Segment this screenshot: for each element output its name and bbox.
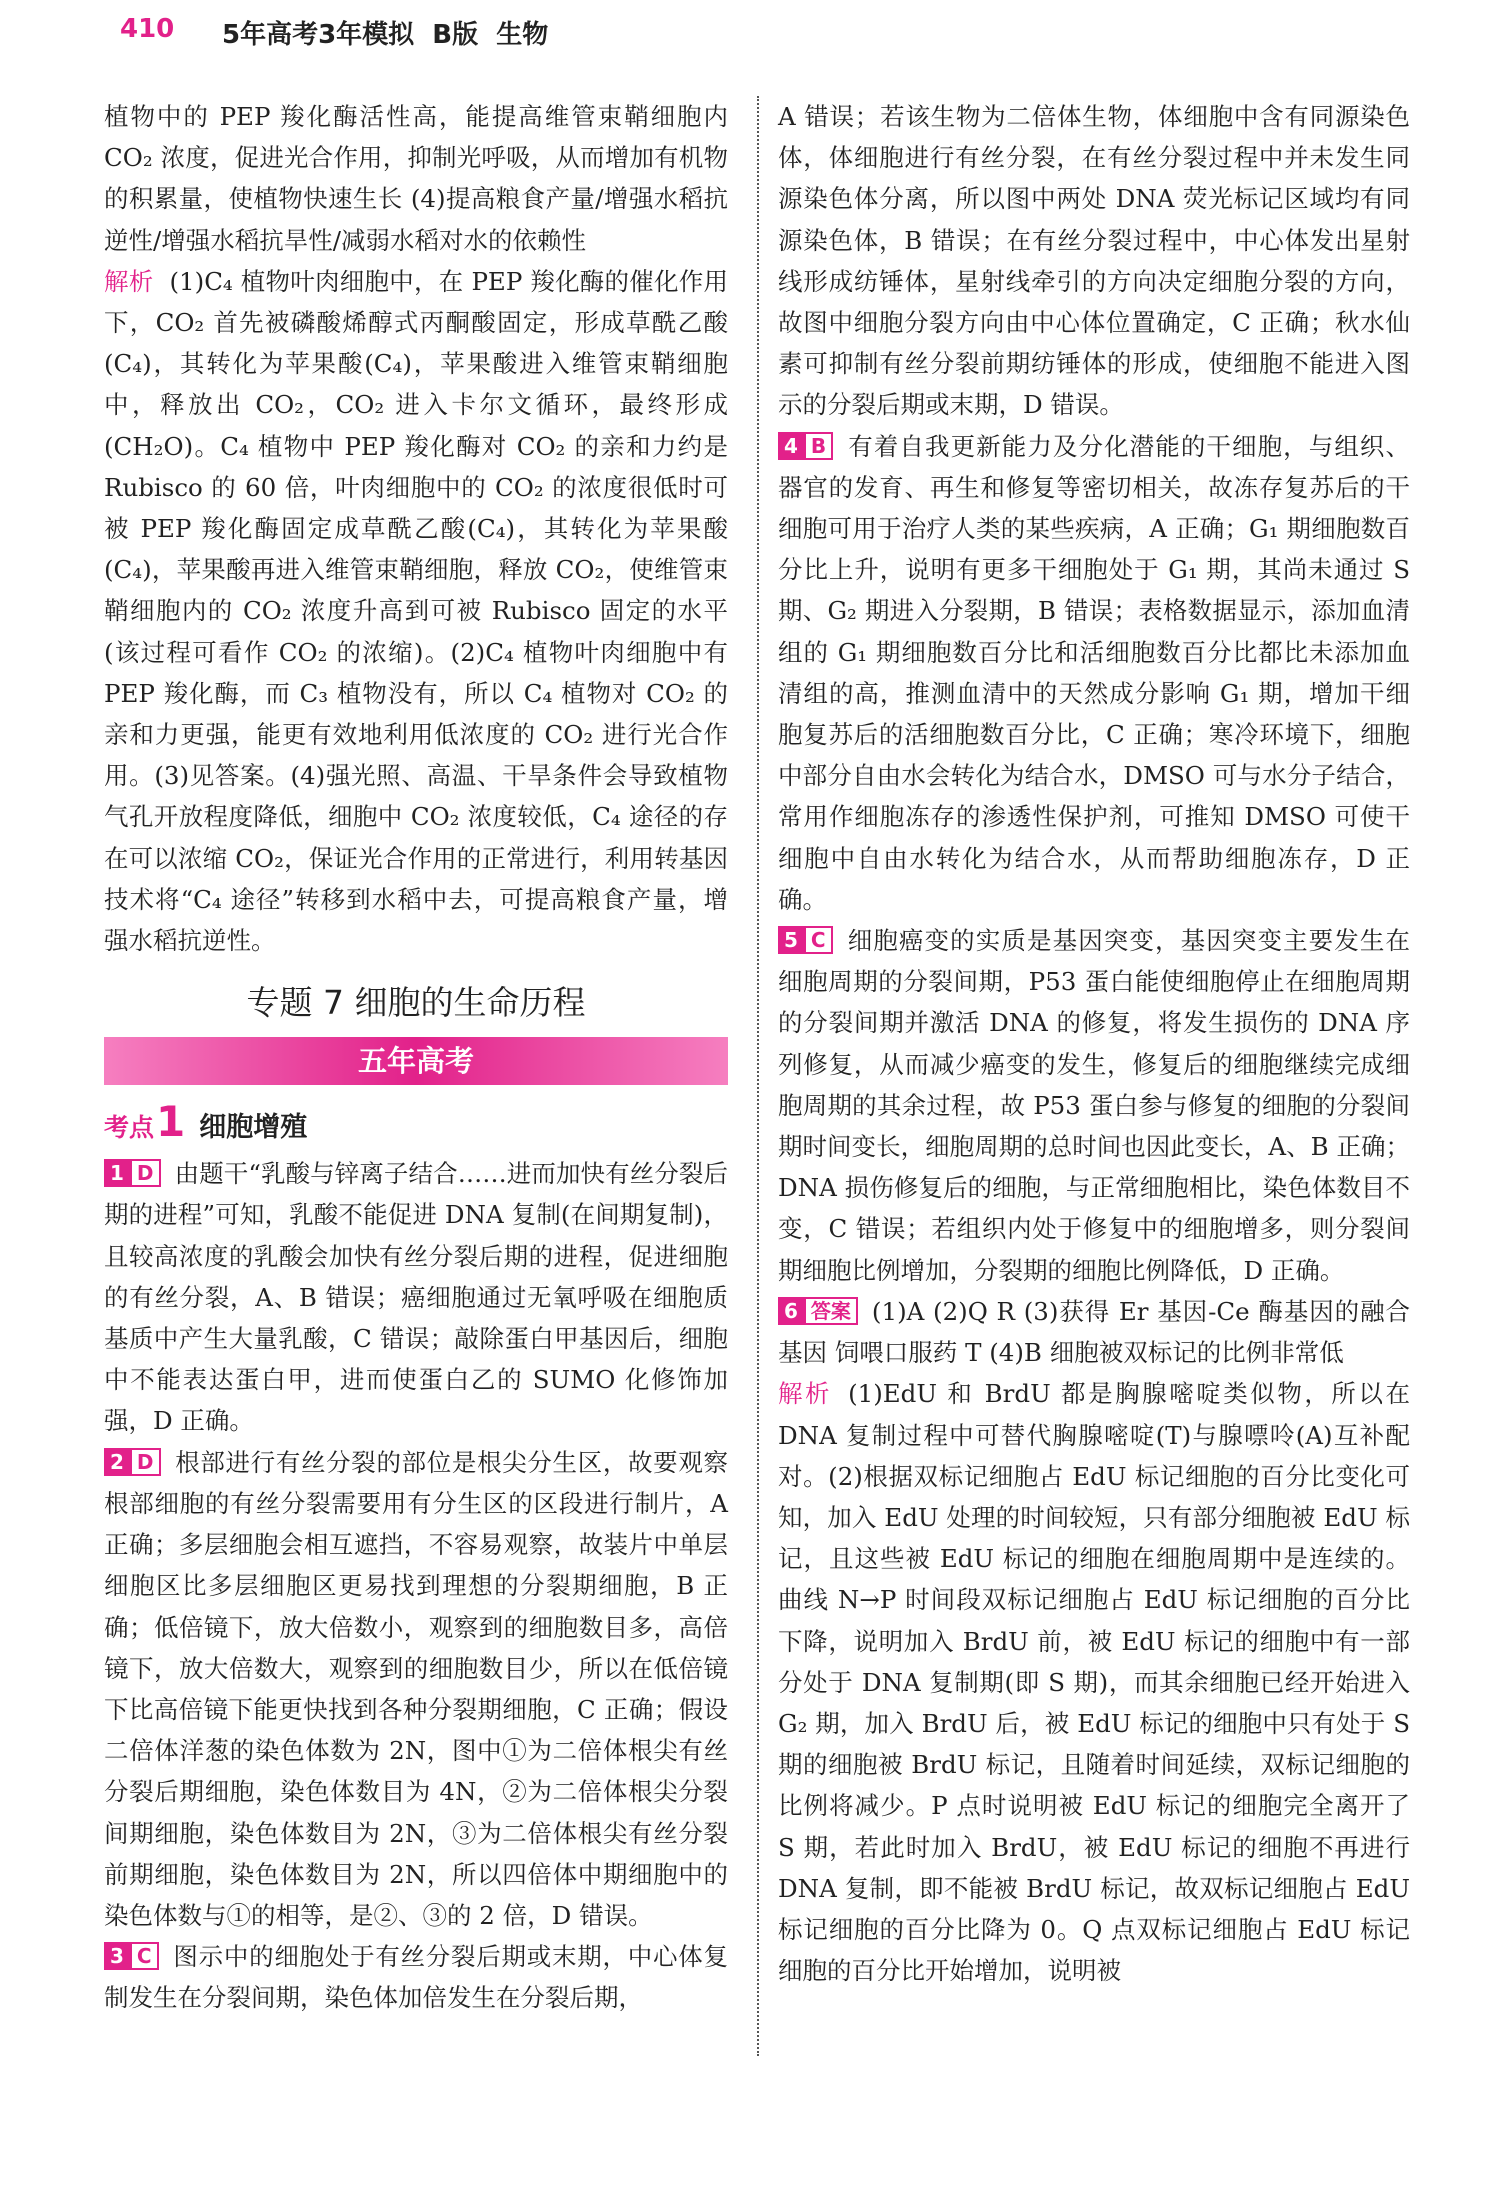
question-3 — [104, 1936, 728, 2018]
question-4 — [778, 426, 1410, 920]
answer-paragraph: 植物中的 PEP 羧化酶活性高，能提高维管束鞘细胞内 CO₂ 浓度，促进光合作用，抑制光呼吸，从而增加有机物的积累量，使植物快速生长 (4)提高粮食产量/增强水稻抗逆性/增强水稻抗旱性/减弱水稻对水的依赖性 — [104, 102, 728, 255]
question-tag: 4 B — [778, 432, 833, 460]
question-6 — [778, 1291, 1410, 1373]
question-2 — [104, 1442, 728, 1936]
section-title: 专题 7 细胞的生命历程 — [246, 983, 586, 1023]
book-title: 5年高考3年模拟 B版 生物 — [222, 20, 549, 50]
page-header — [0, 0, 1506, 70]
question-tag: 3 C — [104, 1942, 159, 1970]
page-number: 410 — [120, 14, 175, 44]
question-tag: 1 D — [104, 1159, 161, 1187]
question-5 — [778, 920, 1410, 1291]
topic-number: 1 — [156, 1097, 186, 1147]
question-tag: 6 答案 — [778, 1297, 858, 1325]
question-1 — [104, 1153, 728, 1441]
analysis-text: (1)C₄ 植物叶肉细胞中，在 PEP 羧化酶的催化作用下，CO₂ 首先被磷酸烯醇式丙酮酸固定，形成草酰乙酸(C₄)，其转化为苹果酸(C₄)，苹果酸进入维管束鞘细胞中，释放出 CO₂，CO₂ 进入卡尔文循环，最终形成(CH₂O)。C₄ 植物中 PEP 羧化酶对 CO₂ 的亲和力约是 Rubisco 的 60 倍，叶肉细胞中的 CO₂ 的浓度很低时可被 PEP 羧化酶固定成草酰乙酸(C₄)，其转化为苹果酸(C₄)，苹果酸再进入维管束鞘细胞，释放 CO₂，使维管束鞘细胞内的 CO₂ 浓度升高到可被 Rubisco 固定的水平(该过程可看作 CO₂ 的浓缩)。(2)C₄ 植物叶肉细胞中有 PEP 羧化酶，而 C₃ 植物没有，所以 C₄ 植物对 CO₂ 的亲和力更强，能更有效地利用低浓度的 CO₂ 进行光合作用。(3)见答案。(4)强光照、高温、干旱条件会导致植物气孔开放程度降低，细胞中 CO₂ 浓度较低，C₄ 途径的存在可以浓缩 CO₂，保证光合作用的正常进行，利用转基因技术将“C₄ 途径”转移到水稻中去，可提高粮食产量，增强水稻抗逆性。 — [104, 266, 728, 956]
question-tag: 5 C — [778, 926, 833, 954]
analysis-label: 解析 — [104, 266, 154, 296]
question-text: (1)A (2)Q R (3)获得 Er 基因-Ce 酶基因的融合基因 饲喂口服药 T (4)B 细胞被双标记的比例非常低 — [778, 1296, 1410, 1368]
column-divider — [757, 96, 759, 2056]
question-text: 根部进行有丝分裂的部位是根尖分生区，故要观察根部细胞的有丝分裂需要用有分生区的区段进行制片，A 正确；多层细胞会相互遮挡，不容易观察，故装片中单层细胞区比多层细胞区更易找到理想的分裂期细胞，B 正确；低倍镜下，放大倍数小，观察到的细胞数目多，高倍镜下，放大倍数大，观察到的细胞数目少，所以在低倍镜下比高倍镜下能更快找到各种分裂期细胞，C 正确；假设二倍体洋葱的染色体数为 2N，图中①为二倍体根尖有丝分裂后期细胞，染色体数目为 4N，②为二倍体根尖分裂间期细胞，染色体数目为 2N，③为二倍体根尖有丝分裂前期细胞，染色体数目为 2N，所以四倍体中期细胞中的染色体数与①的相等，是②、③的 2 倍，D 错误。 — [104, 1447, 728, 1930]
question-text: 图示中的细胞处于有丝分裂后期或末期，中心体复制发生在分裂间期，染色体加倍发生在分裂后期， — [104, 1942, 728, 2013]
right-column — [778, 96, 1410, 1991]
question-text: 细胞癌变的实质是基因突变，基因突变主要发生在细胞周期的分裂间期，P53 蛋白能使细胞停止在细胞周期的分裂间期并激活 DNA 的修复，将发生损伤的 DNA 序列修复，从而减少癌变的发生，修复后的细胞继续完成细胞周期的其余过程，故 P53 蛋白参与修复的细胞的分裂间期时间变长，细胞周期的总时间也因此变长，A、B 正确；DNA 损伤修复后的细胞，与正常细胞相比，染色体数目不变，C 错误；若组织内处于修复中的细胞增多，则分裂间期细胞比例增加，分裂期的细胞比例降低，D 正确。 — [778, 926, 1410, 1285]
analysis-label: 解析 — [778, 1379, 833, 1409]
section-banner: 五年高考 — [104, 1037, 728, 1085]
topic-heading — [104, 1097, 728, 1153]
question-text: 有着自我更新能力及分化潜能的干细胞，与组织、器官的发育、再生和修复等密切相关，故冻存复苏后的干细胞可用于治疗人类的某些疾病，A 正确；G₁ 期细胞数百分比上升，说明有更多干细胞处于 G₁ 期，其尚未通过 S 期、G₂ 期进入分裂期，B 错误；表格数据显示，添加血清组的 G₁ 期细胞数百分比和活细胞数百分比都比未添加血清组的高，推测血清中的天然成分影响 G₁ 期，增加干细胞复苏后的活细胞数百分比，C 正确；寒冷环境下，细胞中部分自由水会转化为结合水，DMSO 可与水分子结合，常用作细胞冻存的渗透性保护剂，可推知 DMSO 可使干细胞中自由水转化为结合水，从而帮助细胞冻存，D 正确。 — [778, 431, 1410, 914]
topic-label: 考点 — [104, 1113, 155, 1143]
continued-paragraph: A 错误；若该生物为二倍体生物，体细胞中含有同源染色体，体细胞进行有丝分裂，在有丝分裂过程中并未发生同源染色体分离，所以图中两处 DNA 荧光标记区域均有同源染色体，B 错误；在有丝分裂过程中，中心体发出星射线形成纺锤体，星射线牵引的方向决定细胞分裂的方向，故图中细胞分裂方向由中心体位置确定，C 正确；秋水仙素可抑制有丝分裂前期纺锤体的形成，使细胞不能进入图示的分裂后期或末期，D 错误。 — [778, 102, 1410, 420]
analysis-text: (1)EdU 和 BrdU 都是胸腺嘧啶类似物，所以在 DNA 复制过程中可替代胸腺嘧啶(T)与腺嘌呤(A)互补配对。(2)根据双标记细胞占 EdU 标记细胞的百分比变化可知，加入 EdU 处理的时间较短，只有部分细胞被 EdU 标记，且这些被 EdU 标记的细胞在细胞周期中是连续的。曲线 N→P 时间段双标记细胞占 EdU 标记细胞的百分比下降，说明加入 BrdU 前，被 EdU 标记的细胞中有一部分处于 DNA 复制期(即 S 期)，而其余细胞已经开始进入 G₂ 期，加入 BrdU 后，被 EdU 标记的细胞中只有处于 S 期的细胞被 BrdU 标记，且随着时间延续，双标记细胞的比例将减少。P 点时说明被 EdU 标记的细胞完全离开了 S 期，若此时加入 BrdU，被 EdU 标记的细胞不再进行 DNA 复制，即不能被 BrdU 标记，故双标记细胞占 EdU 标记细胞的百分比降为 0。Q 点双标记细胞占 EdU 标记细胞的百分比开始增加，说明被 — [778, 1379, 1410, 1986]
question-text: 由题干“乳酸与锌离子结合……进而加快有丝分裂后期的进程”可知，乳酸不能促进 DNA 复制(在间期复制)，且较高浓度的乳酸会加快有丝分裂后期的进程，促进细胞的有丝分裂，A、B 错误；癌细胞通过无氧呼吸在细胞质基质中产生大量乳酸，C 错误；敲除蛋白甲基因后，细胞中不能表达蛋白甲，进而使蛋白乙的 SUMO 化修饰加强，D 正确。 — [104, 1159, 728, 1436]
question-tag: 2 D — [104, 1448, 161, 1476]
left-column — [104, 96, 728, 2019]
topic-title: 细胞增殖 — [199, 1112, 308, 1144]
question-6-analysis — [778, 1373, 1410, 1991]
analysis-paragraph — [104, 261, 728, 961]
